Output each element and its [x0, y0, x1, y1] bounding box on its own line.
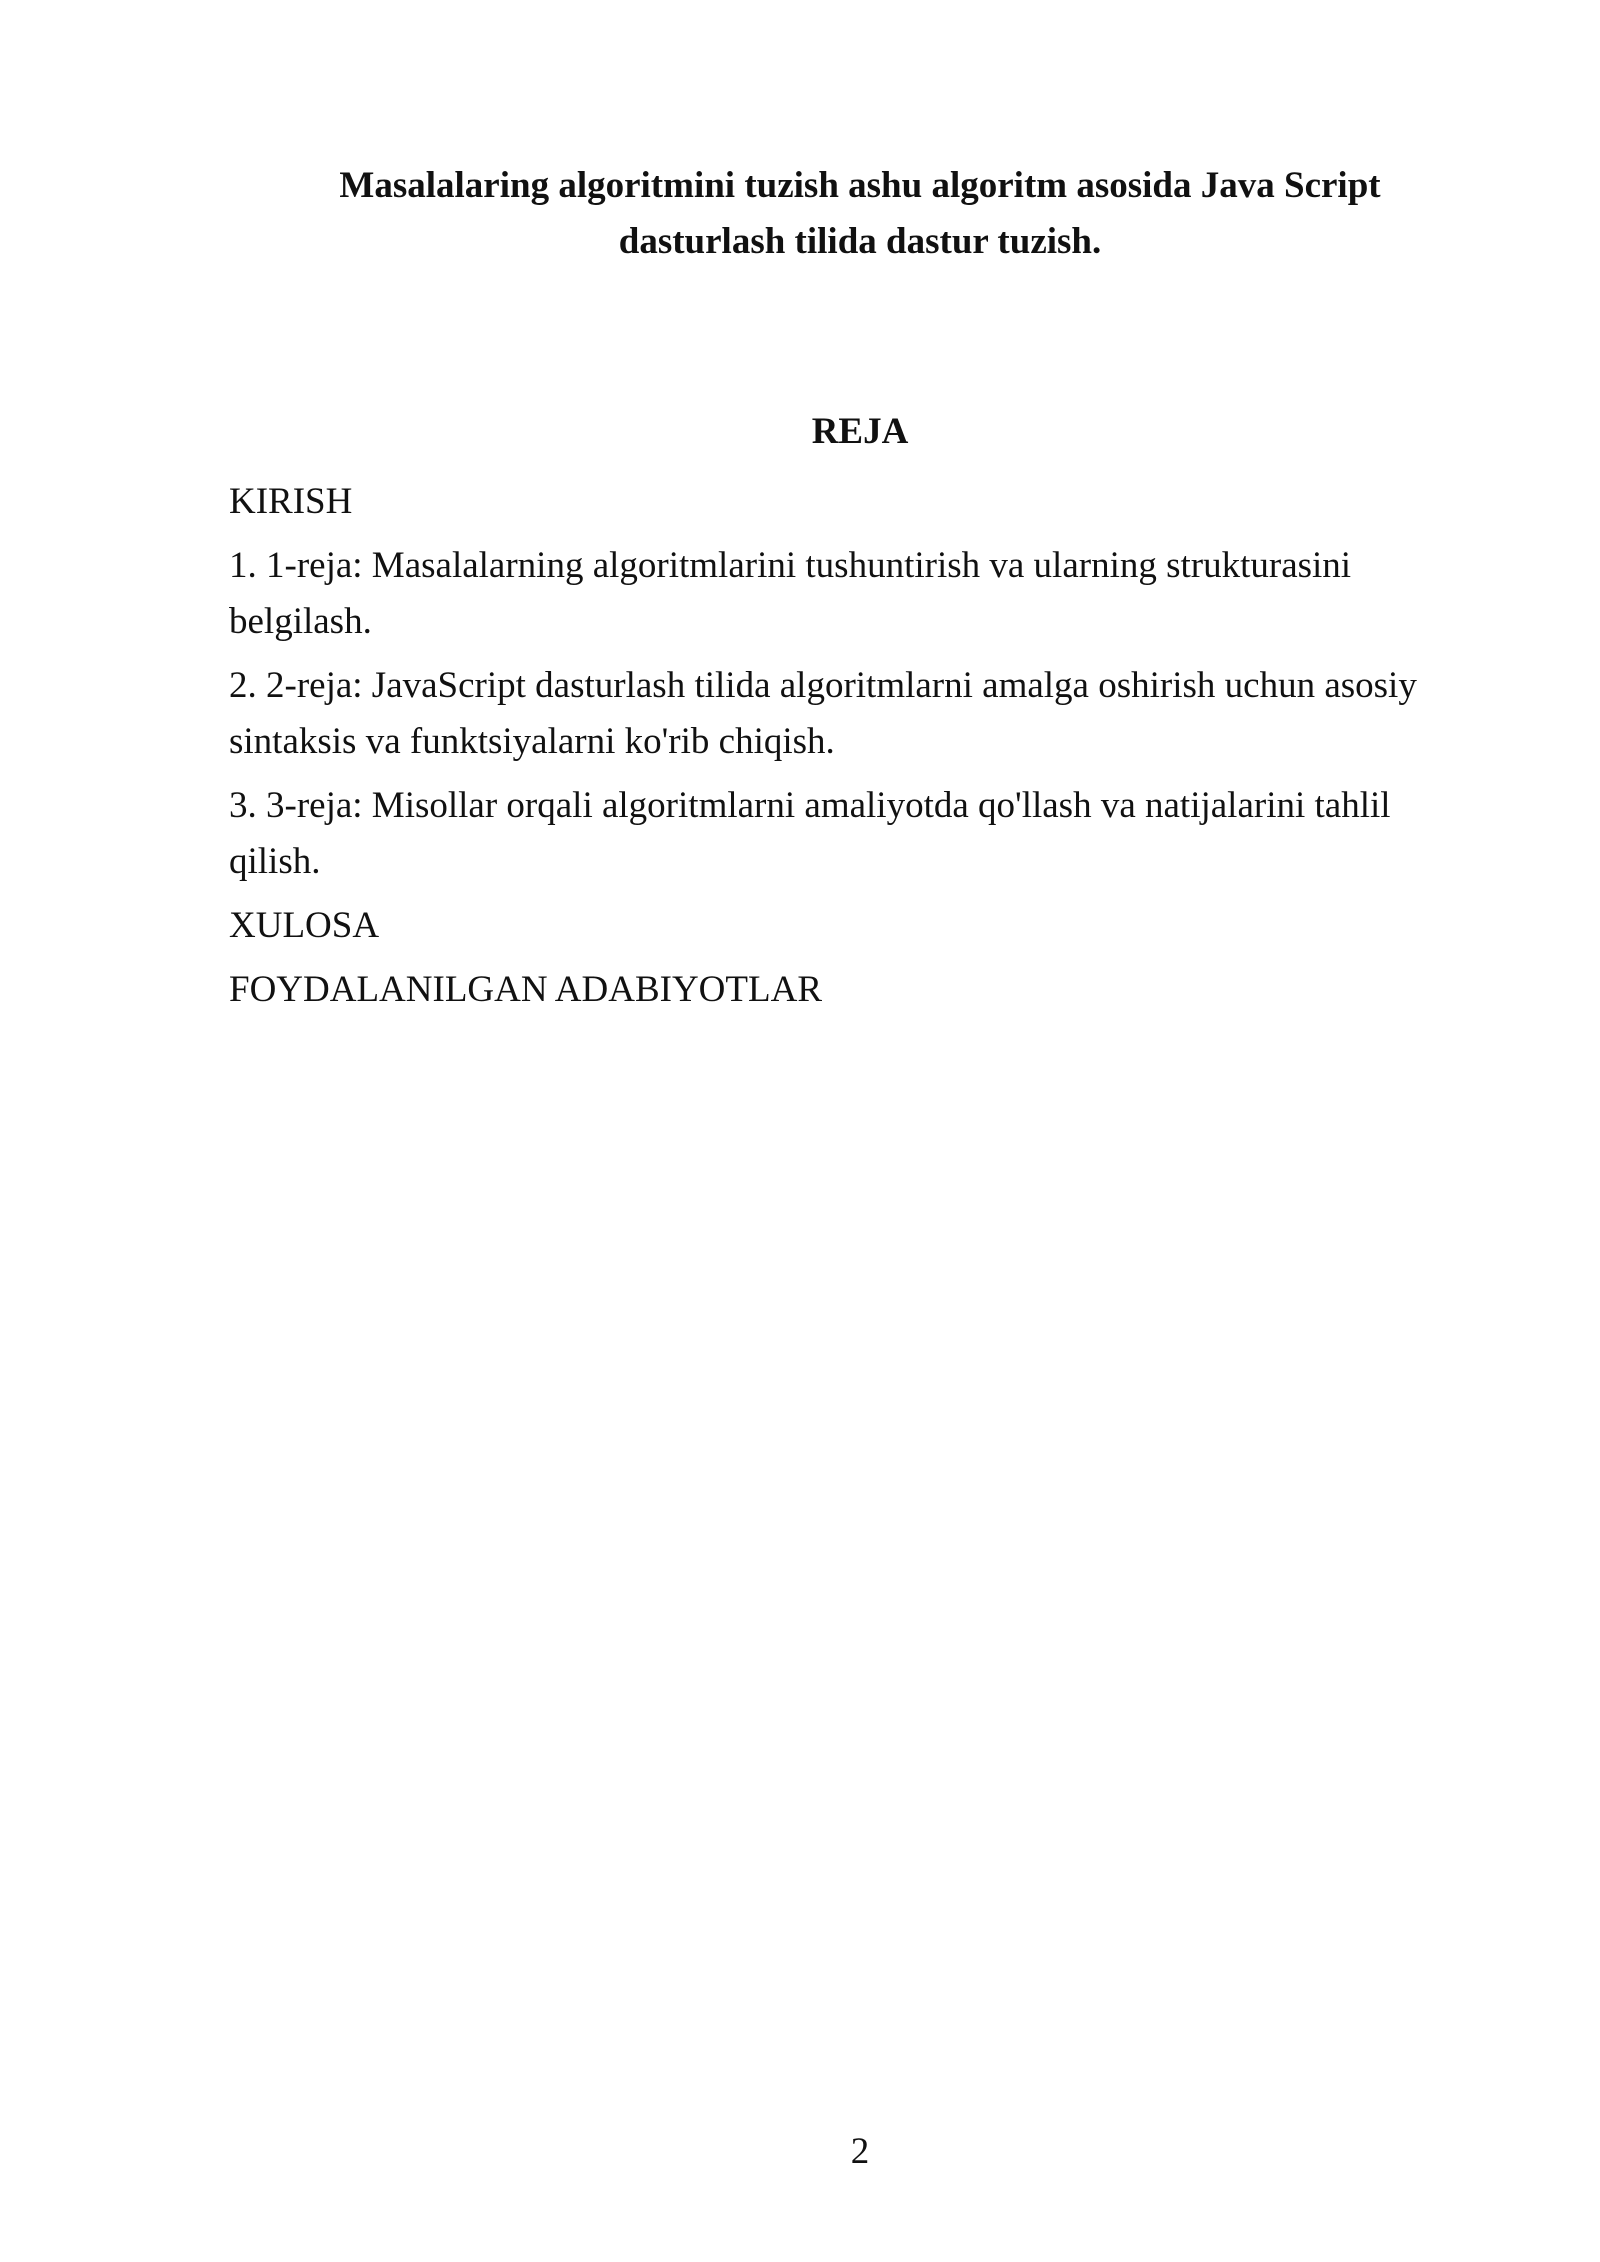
plan-item-2: 2. 2-reja: JavaScript dasturlash tilida algoritmlarni amalga oshirish uchun asosiy sintaksis va funktsiyalarni ko'rib chiqish.	[229, 665, 1417, 762]
plan-heading: REJA	[811, 411, 909, 452]
title-line-1: Masalalaring algoritmini tuzish ashu algoritm asosida Java Script	[339, 165, 1381, 206]
plan-item-references: FOYDALANILGAN ADABIYOTLAR	[229, 969, 822, 1010]
plan-item-introduction: KIRISH	[229, 481, 353, 522]
plan-list	[229, 474, 1459, 1026]
plan-item-1: 1. 1-reja: Masalalarning algoritmlarini tushuntirish va ularning strukturasini belgilash.	[229, 545, 1352, 642]
page-number: 2	[850, 2131, 870, 2172]
document-title	[300, 158, 1420, 270]
title-line-2: dasturlash tilida dastur tuzish.	[618, 221, 1102, 262]
plan-item-3: 3. 3-reja: Misollar orqali algoritmlarni amaliyotda qo'llash va natijalarini tahlil qilish.	[229, 785, 1391, 882]
plan-item-conclusion: XULOSA	[229, 905, 380, 946]
